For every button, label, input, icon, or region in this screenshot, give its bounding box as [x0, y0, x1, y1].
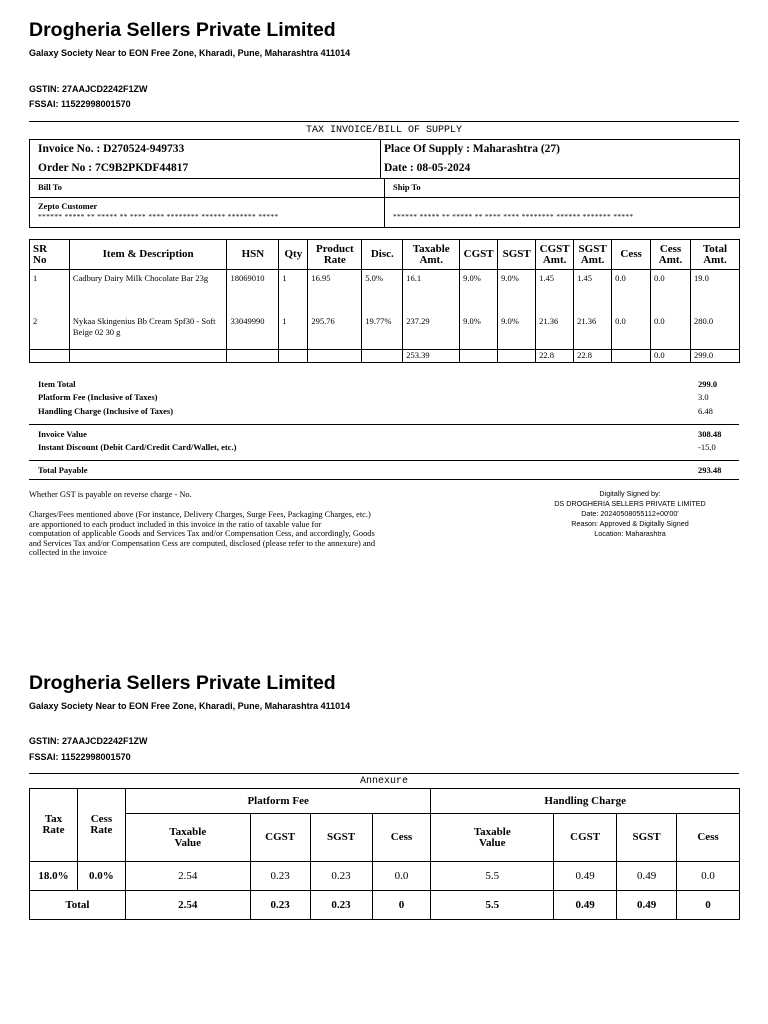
handling-charge-value: 6.48	[698, 406, 713, 416]
header-hc-taxable: Taxable Value	[431, 814, 554, 862]
header-taxable: Taxable Amt.	[403, 240, 460, 270]
cell-hc-sgst: 0.49	[617, 862, 677, 891]
total-pf-cess: 0	[372, 891, 431, 920]
total-pf-cgst: 0.23	[250, 891, 310, 920]
invoice-value-label: Invoice Value	[38, 429, 87, 439]
header-sr: SR No	[30, 240, 70, 270]
cell-cess-amt: 0.0	[651, 313, 691, 350]
cell-cess: 0.0	[612, 313, 651, 350]
cell-tax-rate: 18.0%	[30, 862, 78, 891]
total-cess-amt: 0.0	[651, 350, 691, 363]
company-name: Drogheria Sellers Private Limited	[29, 672, 336, 694]
cell-cess: 0.0	[612, 270, 651, 314]
cell-rate: 16.95	[308, 270, 362, 314]
cell-pf-cess: 0.0	[372, 862, 431, 891]
total-hc-cgst: 0.49	[554, 891, 617, 920]
signature-line: Location: Maharashtra	[594, 529, 666, 538]
cell-empty	[227, 350, 279, 363]
signature-line: Reason: Approved & Digitally Signed	[571, 519, 689, 528]
charges-note-line: Charges/Fees mentioned above (For instance, Delivery Charges, Surge Fees, Packaging Charges, etc.)	[29, 510, 371, 519]
signature-line: Digitally Signed by:	[599, 489, 661, 498]
total-taxable: 253.39	[403, 350, 460, 363]
bill-to-label: Bill To	[38, 182, 62, 192]
totals-row	[30, 350, 740, 363]
cell-cgst-amt: 1.45	[536, 270, 574, 314]
header-pf-sgst: SGST	[310, 814, 372, 862]
cell-sgst: 9.0%	[498, 270, 536, 314]
cell-empty	[498, 350, 536, 363]
header-cess-rate: Cess Rate	[77, 789, 125, 862]
item-total-label: Item Total	[38, 379, 76, 389]
platform-fee-value: 3.0	[698, 392, 709, 402]
cell-qty: 1	[279, 270, 308, 314]
handling-charge-label: Handling Charge (Inclusive of Taxes)	[38, 406, 174, 416]
company-address: Galaxy Society Near to EON Free Zone, Kharadi, Pune, Maharashtra 411014	[29, 701, 351, 711]
cell-hc-cgst: 0.49	[554, 862, 617, 891]
invoice-number: Invoice No. : D270524-949733	[38, 143, 185, 155]
table-row	[30, 862, 740, 891]
annexure-table	[29, 788, 740, 920]
header-cess-amt: Cess Amt.	[651, 240, 691, 270]
annexure-total-row	[30, 891, 740, 920]
place-of-supply: Place Of Supply : Maharashtra (27)	[384, 143, 561, 155]
total-label: Total	[30, 891, 126, 920]
total-payable-label: Total Payable	[38, 465, 88, 475]
annexure-header-row	[30, 789, 740, 814]
charges-note-line: are apportioned to each product included in this invoice in the ratio of taxable value for	[29, 519, 322, 529]
header-cgst: CGST	[460, 240, 498, 270]
cell-hsn: 18069010	[227, 270, 279, 314]
header-platform-fee: Platform Fee	[125, 789, 431, 814]
document-title: TAX INVOICE/BILL OF SUPPLY	[305, 125, 463, 136]
fssai: FSSAI: 11522998001570	[29, 752, 131, 762]
company-address: Galaxy Society Near to EON Free Zone, Kharadi, Pune, Maharashtra 411014	[29, 48, 351, 58]
header-qty: Qty	[279, 240, 308, 270]
divider	[29, 424, 739, 425]
cell-sgst-amt: 1.45	[574, 270, 612, 314]
item-total-value: 299.0	[698, 379, 718, 389]
total-amount: 299.0	[691, 350, 740, 363]
customer-name: Zepto Customer	[38, 201, 98, 211]
header-sgst: SGST	[498, 240, 536, 270]
total-cgst-amt: 22.8	[536, 350, 574, 363]
cell-qty: 1	[279, 313, 308, 350]
gstin: GSTIN: 27AAJCD2242F1ZW	[29, 84, 148, 94]
total-hc-cess: 0	[677, 891, 740, 920]
total-hc-taxable: 5.5	[431, 891, 554, 920]
cell-empty	[460, 350, 498, 363]
cell-hc-taxable: 5.5	[431, 862, 554, 891]
cell-cgst: 9.0%	[460, 313, 498, 350]
cell-cgst: 9.0%	[460, 270, 498, 314]
invoice-date: Date : 08-05-2024	[384, 162, 471, 174]
charges-note-line: collected in the invoice	[29, 548, 107, 557]
cell-sr: 1	[30, 270, 70, 314]
annexure-title: Annexure	[359, 776, 408, 787]
bill-to-address: ****** ***** ** ***** ** **** **** ******** ****** ******* *****	[38, 212, 279, 221]
cell-hsn: 33049990	[227, 313, 279, 350]
cell-disc: 19.77%	[362, 313, 403, 350]
cell-pf-taxable: 2.54	[125, 862, 250, 891]
divider	[29, 121, 739, 122]
cell-total: 280.0	[691, 313, 740, 350]
reverse-charge-note: Whether GST is payable on reverse charge - No.	[29, 490, 192, 499]
divider	[384, 178, 385, 228]
header-tax-rate: Tax Rate	[30, 789, 78, 862]
cell-item: Nykaa Skingenius Bb Cream Spf30 - Soft Beige 02 30 g	[69, 313, 227, 350]
cell-sr: 2	[30, 313, 70, 350]
annexure-subheader-row	[30, 814, 740, 862]
cell-hc-cess: 0.0	[677, 862, 740, 891]
invoice-value: 308.48	[698, 429, 722, 439]
ship-to-address: ****** ***** ** ***** ** **** **** ******** ****** ******* *****	[393, 212, 634, 221]
cell-total: 19.0	[691, 270, 740, 314]
cell-empty	[69, 350, 227, 363]
total-pf-taxable: 2.54	[125, 891, 250, 920]
total-sgst-amt: 22.8	[574, 350, 612, 363]
instant-discount-label: Instant Discount (Debit Card/Credit Card/Wallet, etc.)	[38, 442, 237, 452]
total-payable-value: 293.48	[698, 465, 722, 475]
divider	[380, 139, 381, 179]
instant-discount-value: -15.0	[698, 442, 716, 452]
cell-sgst-amt: 21.36	[574, 313, 612, 350]
cell-rate: 295.76	[308, 313, 362, 350]
order-number: Order No : 7C9B2PKDF44817	[38, 162, 189, 174]
total-pf-sgst: 0.23	[310, 891, 372, 920]
cell-empty	[279, 350, 308, 363]
items-header-row	[30, 240, 740, 270]
header-rate: Product Rate	[308, 240, 362, 270]
cell-disc: 5.0%	[362, 270, 403, 314]
cell-cgst-amt: 21.36	[536, 313, 574, 350]
cell-pf-sgst: 0.23	[310, 862, 372, 891]
platform-fee-label: Platform Fee (Inclusive of Taxes)	[38, 392, 158, 402]
header-cgst-amt: CGST Amt.	[536, 240, 574, 270]
header-handling-charge: Handling Charge	[431, 789, 740, 814]
header-total: Total Amt.	[691, 240, 740, 270]
table-row	[30, 313, 740, 350]
signature-block	[520, 489, 740, 539]
divider	[29, 479, 739, 480]
cell-taxable: 16.1	[403, 270, 460, 314]
divider	[29, 773, 739, 774]
signature-line: Date: 20240508055112+00'00'	[581, 509, 679, 518]
ship-to-label: Ship To	[393, 182, 421, 192]
header-hc-cgst: CGST	[554, 814, 617, 862]
items-table	[29, 239, 740, 363]
header-pf-taxable: Taxable Value	[125, 814, 250, 862]
charges-note-line: computation of applicable Goods and Services Tax and/or Compensation Cess, and accordingly, Goods	[29, 529, 375, 538]
gstin: GSTIN: 27AAJCD2242F1ZW	[29, 736, 148, 746]
header-pf-cess: Cess	[372, 814, 431, 862]
header-cess: Cess	[612, 240, 651, 270]
header-hsn: HSN	[227, 240, 279, 270]
fssai: FSSAI: 11522998001570	[29, 99, 131, 109]
cell-cess-amt: 0.0	[651, 270, 691, 314]
cell-sgst: 9.0%	[498, 313, 536, 350]
header-hc-cess: Cess	[677, 814, 740, 862]
total-hc-sgst: 0.49	[617, 891, 677, 920]
header-sgst-amt: SGST Amt.	[574, 240, 612, 270]
header-disc: Disc.	[362, 240, 403, 270]
cell-empty	[612, 350, 651, 363]
cell-empty	[30, 350, 70, 363]
cell-cess-rate: 0.0%	[77, 862, 125, 891]
header-pf-cgst: CGST	[250, 814, 310, 862]
table-row	[30, 270, 740, 314]
company-name: Drogheria Sellers Private Limited	[29, 19, 336, 41]
cell-empty	[362, 350, 403, 363]
cell-taxable: 237.29	[403, 313, 460, 350]
header-hc-sgst: SGST	[617, 814, 677, 862]
cell-item: Cadbury Dairy Milk Chocolate Bar 23g	[69, 270, 227, 314]
charges-note-line: and Services Tax and/or Compensation Cess are computed, disclosed (please refer to the annexure) and	[29, 538, 376, 548]
divider	[29, 460, 739, 461]
header-item: Item & Description	[69, 240, 227, 270]
signature-line: DS DROGHERIA SELLERS PRIVATE LIMITED	[554, 499, 706, 508]
cell-empty	[308, 350, 362, 363]
cell-pf-cgst: 0.23	[250, 862, 310, 891]
